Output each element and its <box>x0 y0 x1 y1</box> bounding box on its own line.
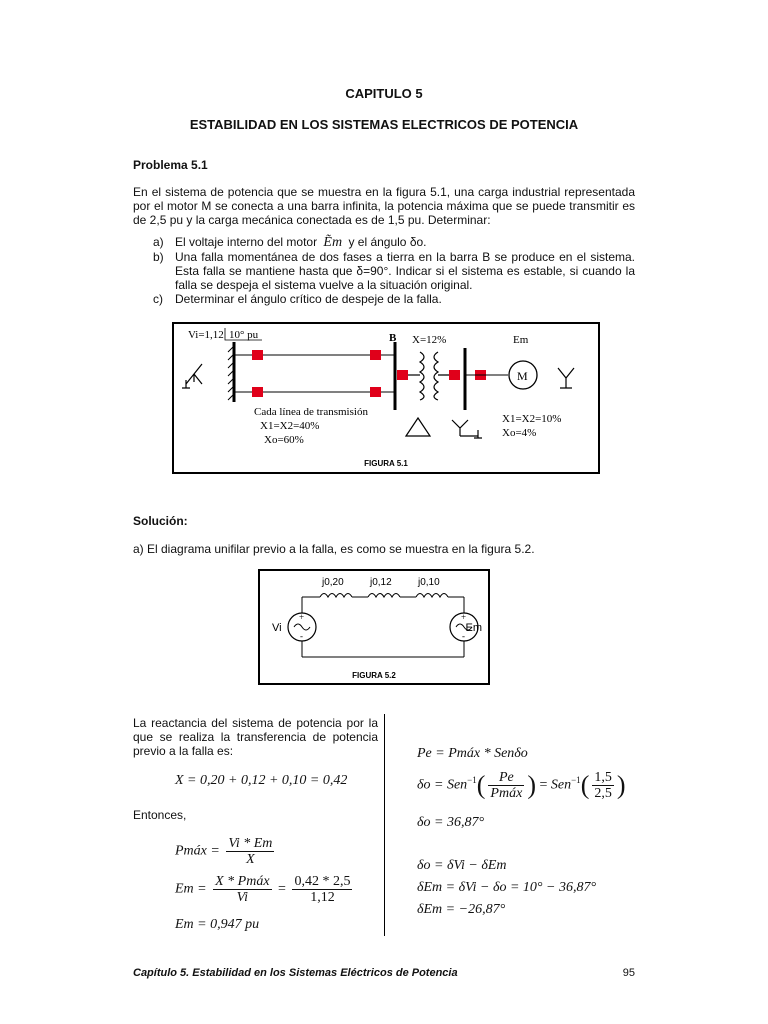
em-label: Em <box>465 622 482 634</box>
plus-sign: + <box>299 612 305 622</box>
eq-pmax: Pmáx = $\frac{Vi * Em}{X}$ <box>175 836 273 867</box>
column-divider <box>384 714 385 936</box>
plus-sign: + <box>461 612 467 622</box>
motor-x0: Xo=4% <box>502 427 537 439</box>
item-label: a) <box>153 235 164 249</box>
figure-frame <box>173 323 599 473</box>
item-label: b) <box>153 250 164 264</box>
figure-caption: FIGURA 5.2 <box>352 671 396 680</box>
breaker <box>252 350 263 360</box>
x2-label: j0,12 <box>370 577 392 588</box>
motor-x12: X1=X2=10% <box>502 413 562 425</box>
eq-delta-2: δEm = δVi − δo = 10° − 36,87° <box>417 880 597 895</box>
figure-5-1 <box>172 322 600 474</box>
problem-heading: Problema 5.1 <box>133 158 208 172</box>
reactance-text: La reactancia del sistema de potencia por la que se realiza la transferencia de potencia previo a la falla es: <box>133 716 378 758</box>
problem-item-c <box>153 292 635 308</box>
problem-item-b <box>153 250 635 294</box>
eq-em-result: Em = 0,947 pu <box>175 917 260 932</box>
motor-label: M <box>517 369 528 383</box>
item-label: c) <box>153 292 163 306</box>
eq-em: Em = $\frac{\text{X * Pmáx}}{Vi}$ = $\frac{0,42 * 2,5}{1,12}$ <box>175 874 351 905</box>
eq-delta: δo = Sen$^{-1}$( $\frac{Pe}{\text{Pmáx}}$ ) = Sen$^{-1}$( $\frac{1,5}{2,5}$ ) <box>417 770 626 801</box>
line-x0: Xo=60% <box>264 434 304 446</box>
line-title: Cada línea de transmisión <box>254 406 368 418</box>
x3-label: j0,10 <box>418 577 440 588</box>
eq-delta-1: δo = δVi − δEm <box>417 858 507 873</box>
breaker <box>252 387 263 397</box>
entonces-text: Entonces, <box>133 808 187 822</box>
eq-delta-3: δEm = −26,87° <box>417 902 506 917</box>
breaker <box>370 350 381 360</box>
problem-item-a <box>153 235 635 251</box>
breaker <box>449 370 460 380</box>
motor-tag: Em <box>513 334 529 346</box>
item-text: Una falla momentánea de dos fases a tierra en la barra B se produce en el sistema. Esta falla se mantiene hasta que δ=90°. Indicar si el sistema es estable, si cuando la falla se despeja el sistema vuelve a la situación original. <box>175 250 635 292</box>
item-text: El voltaje interno del motor <box>175 235 318 249</box>
vi-label: Vi=1,12 <box>188 329 224 341</box>
chapter-title: CAPITULO 5 <box>345 86 423 101</box>
transformer-x-label: X=12% <box>412 334 447 346</box>
minus-sign: - <box>300 631 303 641</box>
minus-sign: - <box>462 631 465 641</box>
vi-label: Vi <box>272 622 282 634</box>
eq-delta-result: δo = 36,87° <box>417 815 485 830</box>
figure-caption: FIGURA 5.1 <box>364 459 408 468</box>
solution-heading: Solución: <box>133 514 188 528</box>
line-x12: X1=X2=40% <box>260 420 320 432</box>
vi-angle: 10° pu <box>229 329 259 341</box>
footer-chapter: Capítulo 5. Estabilidad en los Sistemas Eléctricos de Potencia <box>133 967 458 979</box>
figure-5-2 <box>258 569 490 685</box>
chapter-subtitle: ESTABILIDAD EN LOS SISTEMAS ELECTRICOS DE POTENCIA <box>189 117 579 132</box>
item-text: Determinar el ángulo crítico de despeje de la falla. <box>175 292 442 306</box>
item-text: y el ángulo δo. <box>348 235 427 249</box>
page-number: 95 <box>622 967 635 979</box>
breaker <box>397 370 408 380</box>
bus-b-label: B <box>389 332 397 344</box>
em-symbol: Ẽm <box>323 235 343 250</box>
problem-intro: En el sistema de potencia que se muestra en la figura 5.1, una carga industrial representada por el motor M se conecta a una barra infinita, la potencia máxima que se puede transmitir es de 2,5 pu y la carga mecánica conectada es de 1,5 pu. Determinar: <box>133 185 635 227</box>
breaker <box>370 387 381 397</box>
eq-x: X = 0,20 + 0,12 + 0,10 = 0,42 <box>175 773 348 788</box>
x1-label: j0,20 <box>322 577 344 588</box>
eq-pe: Pe = Pmáx * Senδo <box>417 746 528 761</box>
solution-part-a: a) El diagrama unifilar previo a la falla, es como se muestra en la figura 5.2. <box>133 542 535 556</box>
